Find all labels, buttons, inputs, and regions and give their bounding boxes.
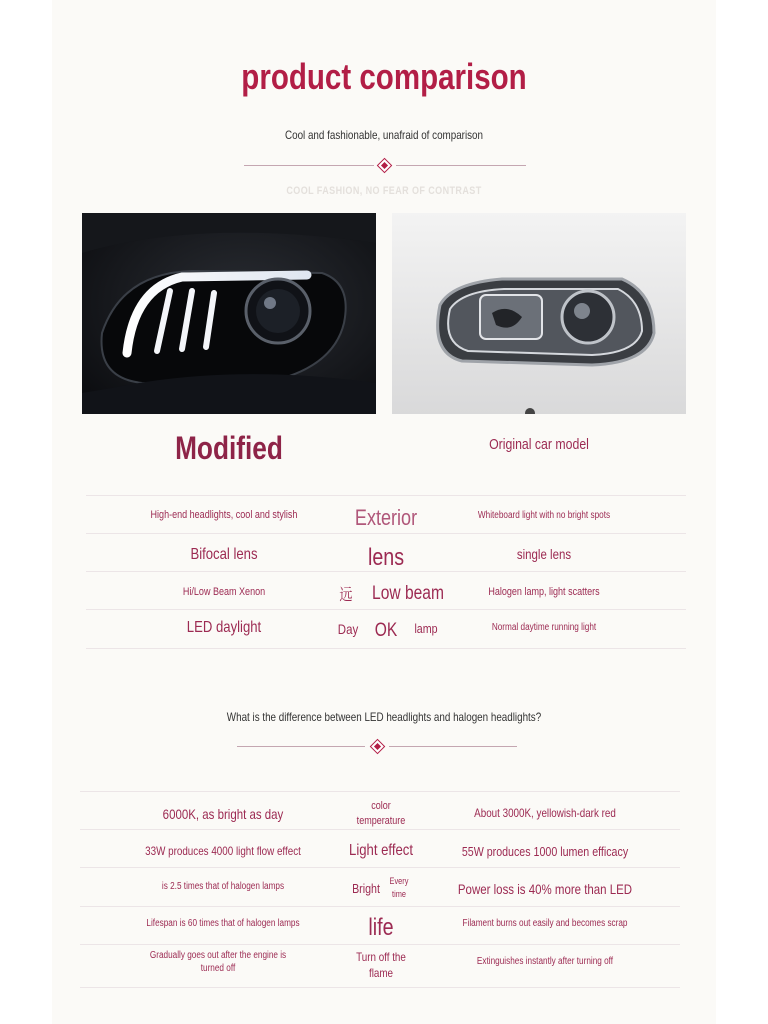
row4-right: Normal daytime running light (491, 622, 597, 633)
s2-row1-mid-b: temperature (356, 815, 406, 827)
row-divider (86, 648, 686, 649)
s2-row2-mid: Light effect (349, 842, 413, 859)
row-divider (86, 495, 686, 496)
s2-row5-left-a: Gradually goes out after the engine is (149, 950, 287, 961)
row-divider (80, 867, 680, 868)
s2-row1-right: About 3000K, yellowish-dark red (474, 806, 616, 820)
divider-right (396, 165, 526, 166)
s2-row4-left: Lifespan is 60 times that of halogen lamps (146, 918, 300, 929)
row3-mid-char: 远 (339, 587, 353, 604)
row-divider (86, 533, 686, 534)
row-divider (80, 987, 680, 988)
s2-row5-right: Extinguishes instantly after turning off (476, 956, 614, 967)
s2-row3-mid-time: time (392, 889, 406, 899)
row4-left: LED daylight (186, 619, 262, 636)
row1-mid: Exterior (354, 505, 418, 530)
row3-right: Halogen lamp, light scatters (488, 586, 600, 598)
row2-right: single lens (516, 546, 572, 562)
modified-heading: Modified (175, 430, 283, 466)
s2-row3-right: Power loss is 40% more than LED (457, 881, 633, 897)
watermark-text: COOL FASHION, NO FEAR OF CONTRAST (286, 185, 482, 197)
row2-mid: lens (367, 544, 405, 571)
s2-row5-left-b: turned off (200, 963, 236, 974)
s2-row3-left: is 2.5 times that of halogen lamps (161, 881, 285, 892)
divider-left (244, 165, 374, 166)
question-heading: What is the difference between LED headlights and halogen headlights? (226, 710, 542, 724)
s2-row3-mid-every: Every (389, 876, 409, 886)
row-divider (80, 829, 680, 830)
s2-row2-left: 33W produces 4000 light flow effect (145, 844, 301, 858)
row-divider (86, 571, 686, 572)
s2-row5-mid-a: Turn off the (356, 950, 406, 964)
modified-headlight-photo (82, 213, 376, 414)
row4-mid-day: Day (337, 621, 359, 637)
row3-mid: Low beam (372, 583, 444, 604)
row4-mid-lamp: lamp (414, 621, 438, 636)
page-subtitle: Cool and fashionable, unafraid of comparison (284, 128, 484, 142)
row4-mid-ok: OK (374, 620, 398, 641)
divider-right (389, 746, 517, 747)
s2-row4-mid: life (368, 914, 394, 941)
page-title: product comparison (241, 56, 527, 97)
row-divider (80, 791, 680, 792)
original-foglight-photo (392, 213, 686, 414)
row-divider (80, 944, 680, 945)
original-heading: Original car model (489, 436, 589, 453)
row3-left: Hi/Low Beam Xenon (182, 586, 266, 598)
s2-row1-left: 6000K, as bright as day (162, 806, 284, 822)
row1-left: High-end headlights, cool and stylish (150, 509, 298, 521)
s2-row1-mid-a: color (371, 800, 391, 812)
s2-row5-mid-b: flame (368, 966, 394, 980)
s2-row2-right: 55W produces 1000 lumen efficacy (461, 844, 629, 859)
s2-row4-right: Filament burns out easily and becomes scrap (462, 918, 628, 929)
row-divider (80, 906, 680, 907)
row1-right: Whiteboard light with no bright spots (477, 510, 611, 521)
s2-row3-mid-bright: Bright (352, 881, 380, 896)
row2-left: Bifocal lens (190, 546, 258, 563)
row-divider (86, 609, 686, 610)
divider-left (237, 746, 365, 747)
